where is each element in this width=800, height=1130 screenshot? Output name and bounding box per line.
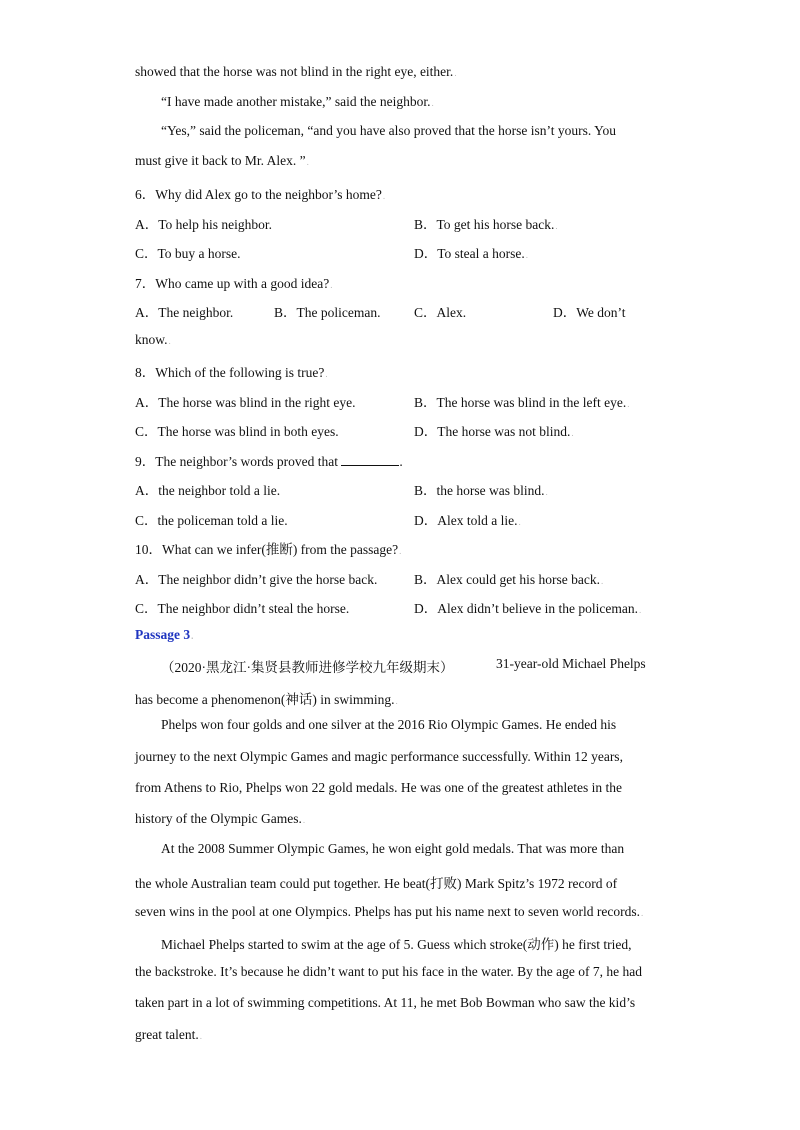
line-text: must give it back to Mr. Alex. ” <box>135 153 306 168</box>
line-text: has become a phenomenon(神话) in swimming. <box>135 692 395 707</box>
question-9-option-c <box>135 509 288 529</box>
question-8-option-d <box>414 420 574 440</box>
question-7-stem <box>135 272 332 292</box>
option-text: C．the policeman told a lie. <box>135 513 288 528</box>
option-text: A．The neighbor. <box>135 305 234 320</box>
paragraph-mark: . <box>325 369 328 379</box>
option-text: B．The policeman. <box>274 305 381 320</box>
passage-line <box>135 64 457 80</box>
option-text: C．Alex. <box>414 305 467 320</box>
option-text: C．To buy a horse. <box>135 246 241 261</box>
option-text: B．the horse was blind. <box>414 483 545 498</box>
paragraph-mark: . <box>545 487 548 497</box>
question-9-stem <box>135 450 403 470</box>
question-6-option-c <box>135 242 241 262</box>
heading-text: Passage 3 <box>135 627 191 642</box>
question-text: 9．The neighbor’s words proved that <box>135 454 338 469</box>
line-text: taken part in a lot of swimming competitions. At 11, he met Bob Bowman who saw the kid’s <box>135 995 636 1010</box>
question-6-option-d <box>414 242 528 262</box>
option-text: know. <box>135 332 168 347</box>
option-text: C．The horse was blind in both eyes. <box>135 424 339 439</box>
line-text: history of the Olympic Games. <box>135 811 302 826</box>
option-text: D．Alex told a lie. <box>414 513 518 528</box>
option-text: D．We don’t <box>553 305 626 320</box>
paragraph-mark: . <box>600 576 604 586</box>
question-6-stem <box>135 183 385 203</box>
passage-line <box>161 841 624 857</box>
passage-line <box>135 688 398 708</box>
question-7-option-d-continued <box>135 332 171 348</box>
paragraph-mark: . <box>306 157 309 167</box>
option-text: B．The horse was blind in the left eye. <box>414 395 627 410</box>
paragraph-mark: . <box>168 336 171 346</box>
option-text: A．The horse was blind in the right eye. <box>135 395 356 410</box>
option-text: D．The horse was not blind. <box>414 424 571 439</box>
question-8-option-c <box>135 420 339 440</box>
paragraph-mark: . <box>302 815 306 825</box>
passage-3-heading <box>135 627 193 643</box>
option-text: A．the neighbor told a lie. <box>135 483 281 498</box>
question-text: 6．Why did Alex go to the neighbor’s home? <box>135 187 382 202</box>
paragraph-mark: . <box>518 517 521 527</box>
line-text: great talent. <box>135 1027 199 1042</box>
line-text: the whole Australian team could put together. He beat(打败) Mark Spitz’s 1972 record of <box>135 876 618 891</box>
paragraph-mark: . <box>399 546 402 556</box>
line-text: from Athens to Rio, Phelps won 22 gold medals. He was one of the greatest athletes in the <box>135 780 623 795</box>
question-10-option-c <box>135 597 349 617</box>
option-text: D．To steal a horse. <box>414 246 525 261</box>
option-text: D．Alex didn’t believe in the policeman. <box>414 601 638 616</box>
line-text: showed that the horse was not blind in the right eye, either. <box>135 64 454 79</box>
question-8-option-b <box>414 391 629 411</box>
paragraph-mark: . <box>638 605 642 615</box>
line-text: the backstroke. It’s because he didn’t want to put his face in the water. By the age of 7, he had <box>135 964 642 979</box>
passage-line <box>161 94 434 110</box>
answer-blank <box>341 455 399 466</box>
line-text: Phelps won four golds and one silver at the 2016 Rio Olympic Games. He ended his <box>161 717 617 732</box>
question-8-option-a <box>135 391 355 411</box>
passage-line <box>161 123 616 139</box>
paragraph-mark: . <box>395 696 398 706</box>
passage-line <box>135 780 622 796</box>
line-text: At the 2008 Summer Olympic Games, he won eight gold medals. That was more than <box>161 841 625 856</box>
question-8-stem <box>135 361 328 381</box>
question-7-option-a <box>135 301 233 321</box>
question-7-option-c <box>414 301 466 321</box>
passage-line <box>135 995 635 1011</box>
question-text: 8．Which of the following is true? <box>135 365 325 380</box>
paragraph-mark: . <box>431 98 434 108</box>
paragraph-mark: . <box>627 399 630 409</box>
line-text: Michael Phelps started to swim at the age of 5. Guess which stroke(动作) he first tried, <box>161 937 632 952</box>
question-text: 7．Who came up with a good idea? <box>135 276 330 291</box>
paragraph-mark: . <box>199 1031 202 1041</box>
question-7-option-d <box>553 301 626 321</box>
passage-intro-end <box>496 656 646 672</box>
question-10-stem <box>135 538 401 558</box>
question-10-option-b <box>414 568 603 588</box>
paragraph-mark: . <box>641 908 644 918</box>
question-9-option-d <box>414 509 521 529</box>
paragraph-mark: . <box>330 280 333 290</box>
option-text: B．Alex could get his horse back. <box>414 572 600 587</box>
line-text: seven wins in the pool at one Olympics. Phelps has put his name next to seven world records. <box>135 904 641 919</box>
question-9-option-a <box>135 479 280 499</box>
passage-line <box>135 811 305 827</box>
option-text: C．The neighbor didn’t steal the horse. <box>135 601 350 616</box>
option-text: A．To help his neighbor. <box>135 217 273 232</box>
question-10-option-a <box>135 568 377 588</box>
passage-line <box>135 153 309 169</box>
paragraph-mark: . <box>555 221 558 231</box>
question-9-option-b <box>414 479 548 499</box>
paragraph-mark: . <box>454 68 457 78</box>
passage-line <box>135 964 642 980</box>
question-text: 10．What can we infer(推断) from the passage? <box>135 542 399 557</box>
paragraph-mark: . <box>571 428 574 438</box>
line-text: 31-year-old Michael Phelps <box>496 656 646 671</box>
passage-source-line <box>161 656 454 676</box>
option-text: B．To get his horse back. <box>414 217 555 232</box>
paragraph-mark: . <box>191 631 194 641</box>
passage-line <box>135 1027 202 1043</box>
question-text-end: . <box>399 454 403 469</box>
line-text: “I have made another mistake,” said the neighbor. <box>161 94 431 109</box>
paragraph-mark: . <box>525 250 529 260</box>
option-text: A．The neighbor didn’t give the horse back. <box>135 572 378 587</box>
passage-line <box>135 749 623 765</box>
paragraph-mark: . <box>382 191 386 201</box>
question-6-option-a <box>135 213 272 233</box>
passage-line <box>135 872 617 892</box>
question-10-option-d <box>414 597 641 617</box>
source-citation: （2020·黑龙江·集贤县教师进修学校九年级期末） <box>161 660 454 675</box>
passage-line <box>161 717 616 733</box>
passage-line <box>135 904 643 920</box>
passage-line <box>161 933 632 953</box>
question-7-option-b <box>274 301 380 321</box>
line-text: “Yes,” said the policeman, “and you have also proved that the horse isn’t yours. You <box>161 123 617 138</box>
line-text: journey to the next Olympic Games and magic performance successfully. Within 12 years, <box>135 749 623 764</box>
question-6-option-b <box>414 213 558 233</box>
